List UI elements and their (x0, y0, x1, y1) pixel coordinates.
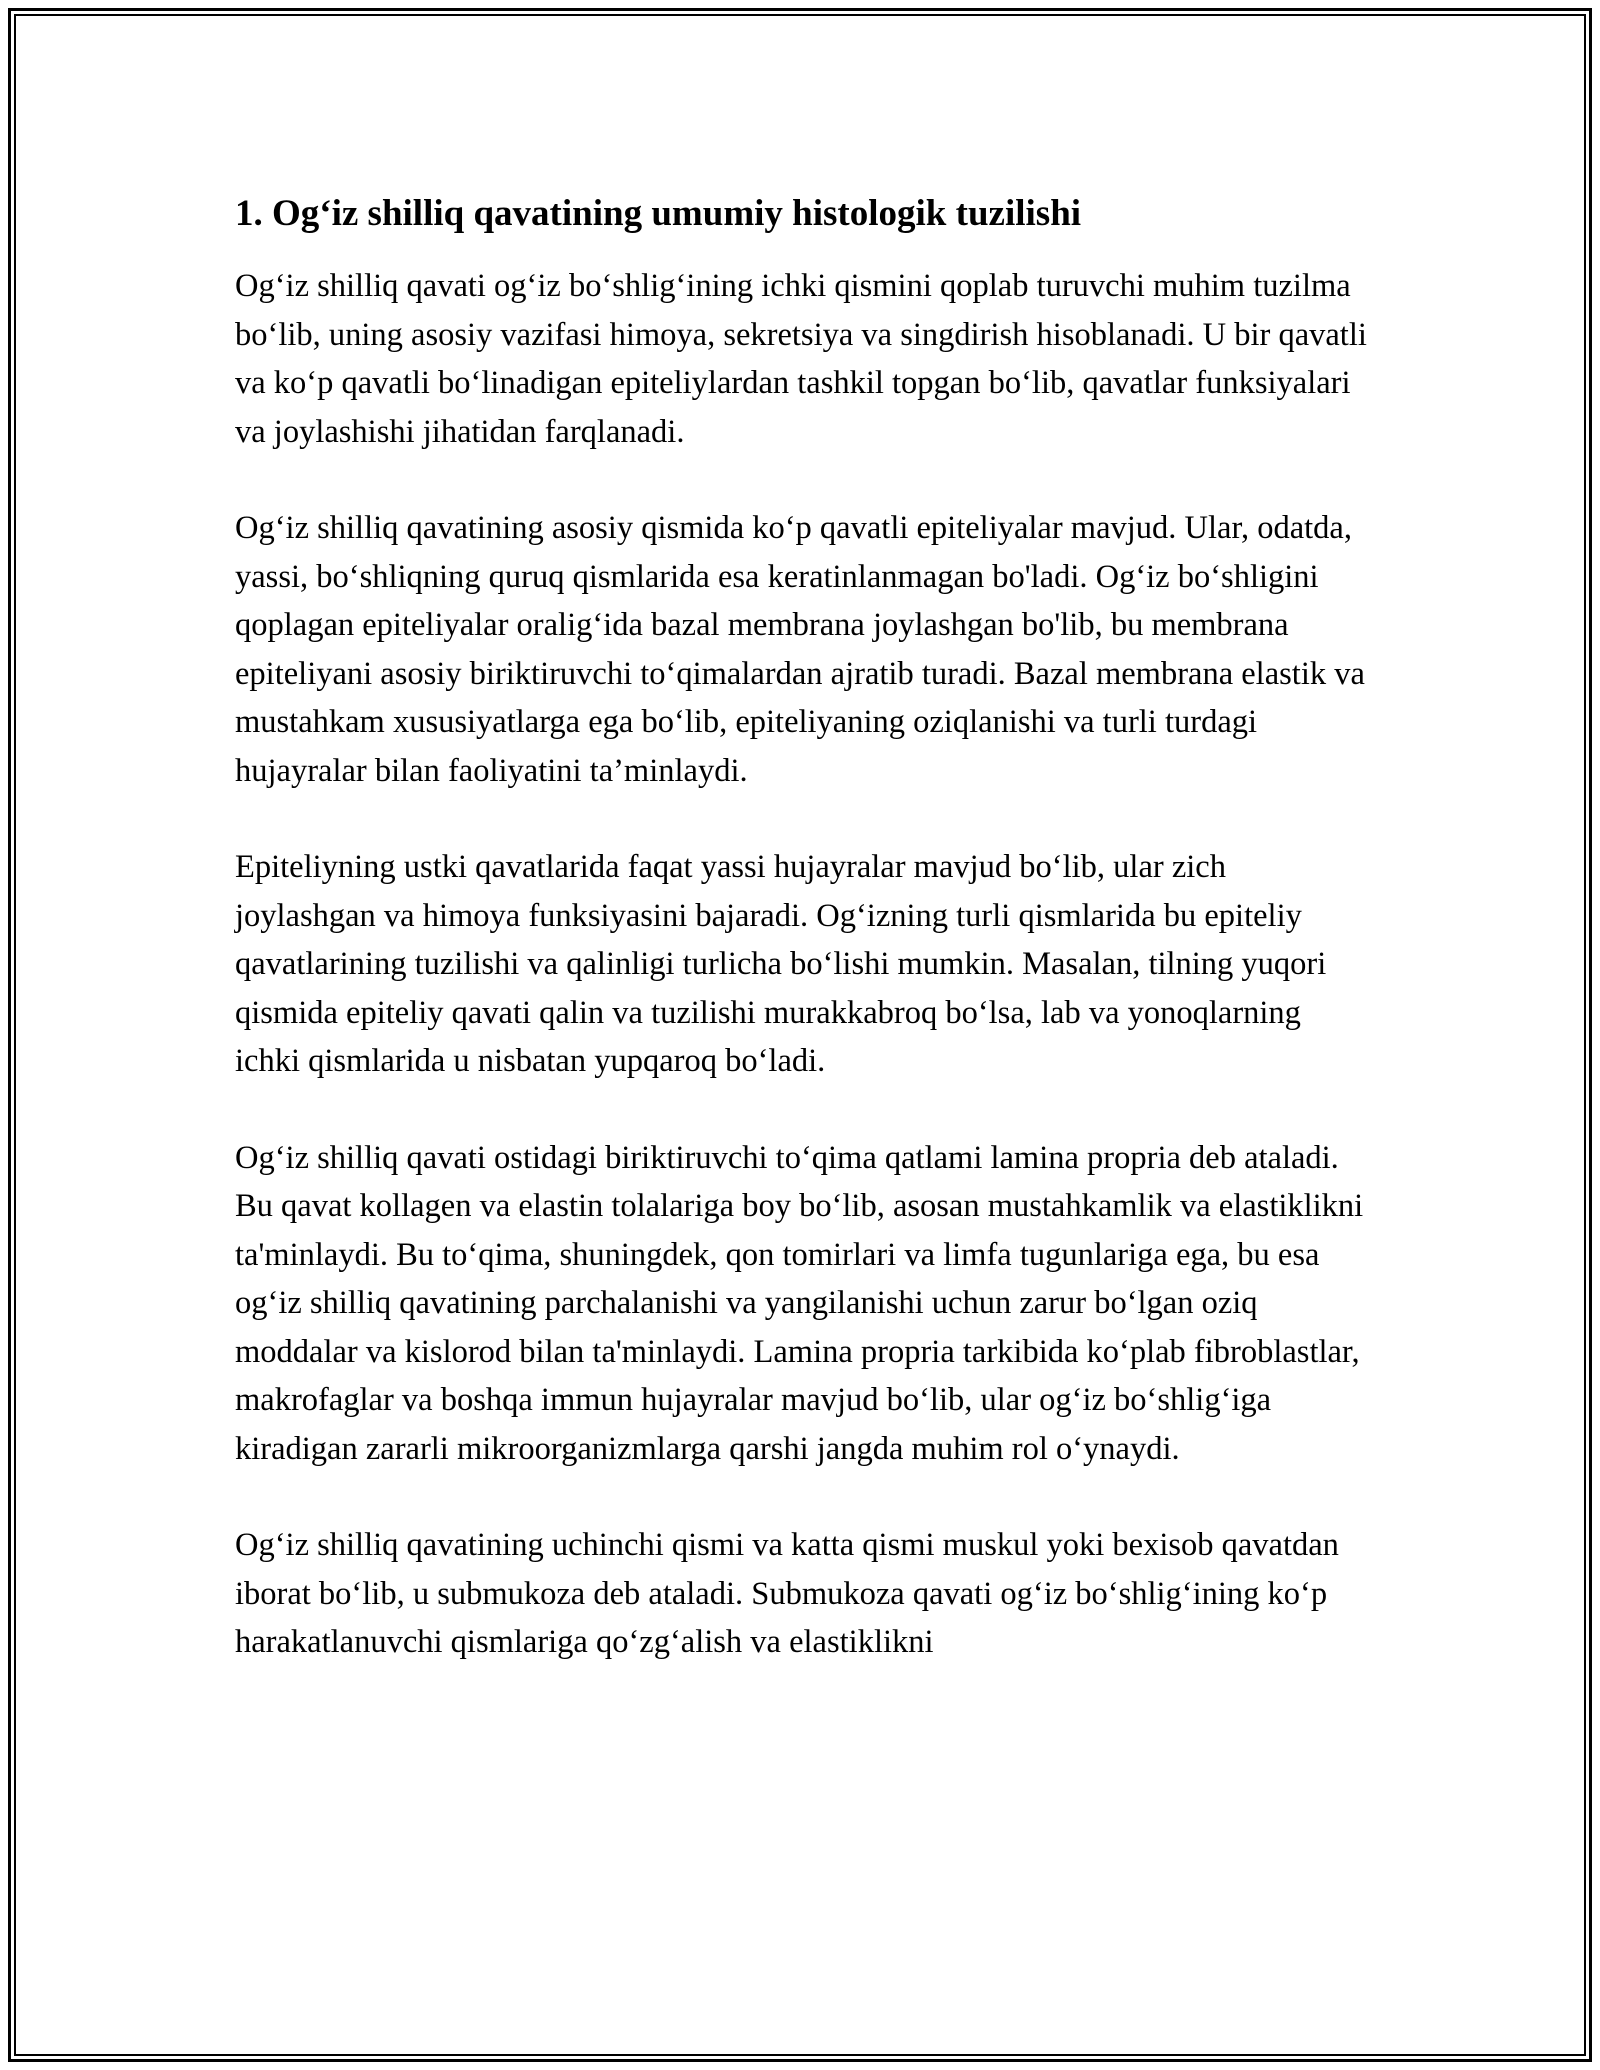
paragraph-4: Og‘iz shilliq qavati ostidagi biriktiruvchi to‘qima qatlami lamina propria deb ataladi. Bu qavat kollagen va elastin tolalariga boy bo‘lib, asosan mustahkamlik va elastiklikni ta'minlaydi. Bu to‘qima, shuningdek, qon tomirlari va limfa tugunlariga ega, bu esa og‘iz shilliq qavatining parchalanishi va yangilanishi uchun zarur bo‘lgan oziq moddalar va kislorod bilan ta'minlaydi. Lamina propria tarkibida ko‘plab fibroblastlar, makrofaglar va boshqa immun hujayralar mavjud bo‘lib, ular og‘iz bo‘shlig‘iga kiradigan zararli mikroorganizmlarga qarshi jangda muhim rol o‘ynaydi. (235, 1139, 1364, 1467)
paragraph-1: Og‘iz shilliq qavati og‘iz bo‘shlig‘ining ichki qismini qoplab turuvchi muhim tuzilma bo‘lib, uning asosiy vazifasi himoya, sekretsiya va singdirish hisoblanadi. U bir qavatli va ko‘p qavatli bo‘linadigan epiteliylardan tashkil topgan bo‘lib, qavatlar funksiyalari va joylashishi jihatidan farqlanadi. (235, 268, 1367, 450)
paragraph-2: Og‘iz shilliq qavatining asosiy qismida ko‘p qavatli epiteliyalar mavjud. Ular, odatda, yassi, bo‘shliqning quruq qismlarida esa keratinlanmagan bo'ladi. Og‘iz bo‘shligini qoplagan epiteliyalar oralig‘ida bazal membrana joylashgan bo'lib, bu membrana epiteliyani asosiy biriktiruvchi to‘qimalardan ajratib turadi. Bazal membrana elastik va mustahkam xususiyatlarga ega bo‘lib, epiteliyaning oziqlanishi va turli turdagi hujayralar bilan faoliyatini ta’minlaydi. (235, 510, 1365, 789)
section-heading: 1. Og‘iz shilliq qavatining umumiy histologik tuzilishi (235, 193, 1082, 234)
paragraph-3: Epiteliyning ustki qavatlarida faqat yassi hujayralar mavjud bo‘lib, ular zich joylashgan va himoya funksiyasini bajaradi. Og‘izning turli qismlarida bu epiteliy qavatlarining tuzilishi va qalinligi turlicha bo‘lishi mumkin. Masalan, tilning yuqori qismida epiteliy qavati qalin va tuzilishi murakkabroq bo‘lsa, lab va yonoqlarning ichki qismlarida u nisbatan yupqaroq bo‘ladi. (235, 849, 1327, 1079)
paragraph-5: Og‘iz shilliq qavatining uchinchi qismi va katta qismi muskul yoki bexisob qavatdan iborat bo‘lib, u submukoza deb ataladi. Submukoza qavati og‘iz bo‘shlig‘ining ko‘p harakatlanuvchi qismlariga qo‘zg‘alish va elastiklikni (235, 1527, 1339, 1660)
document-body (235, 188, 1370, 1715)
